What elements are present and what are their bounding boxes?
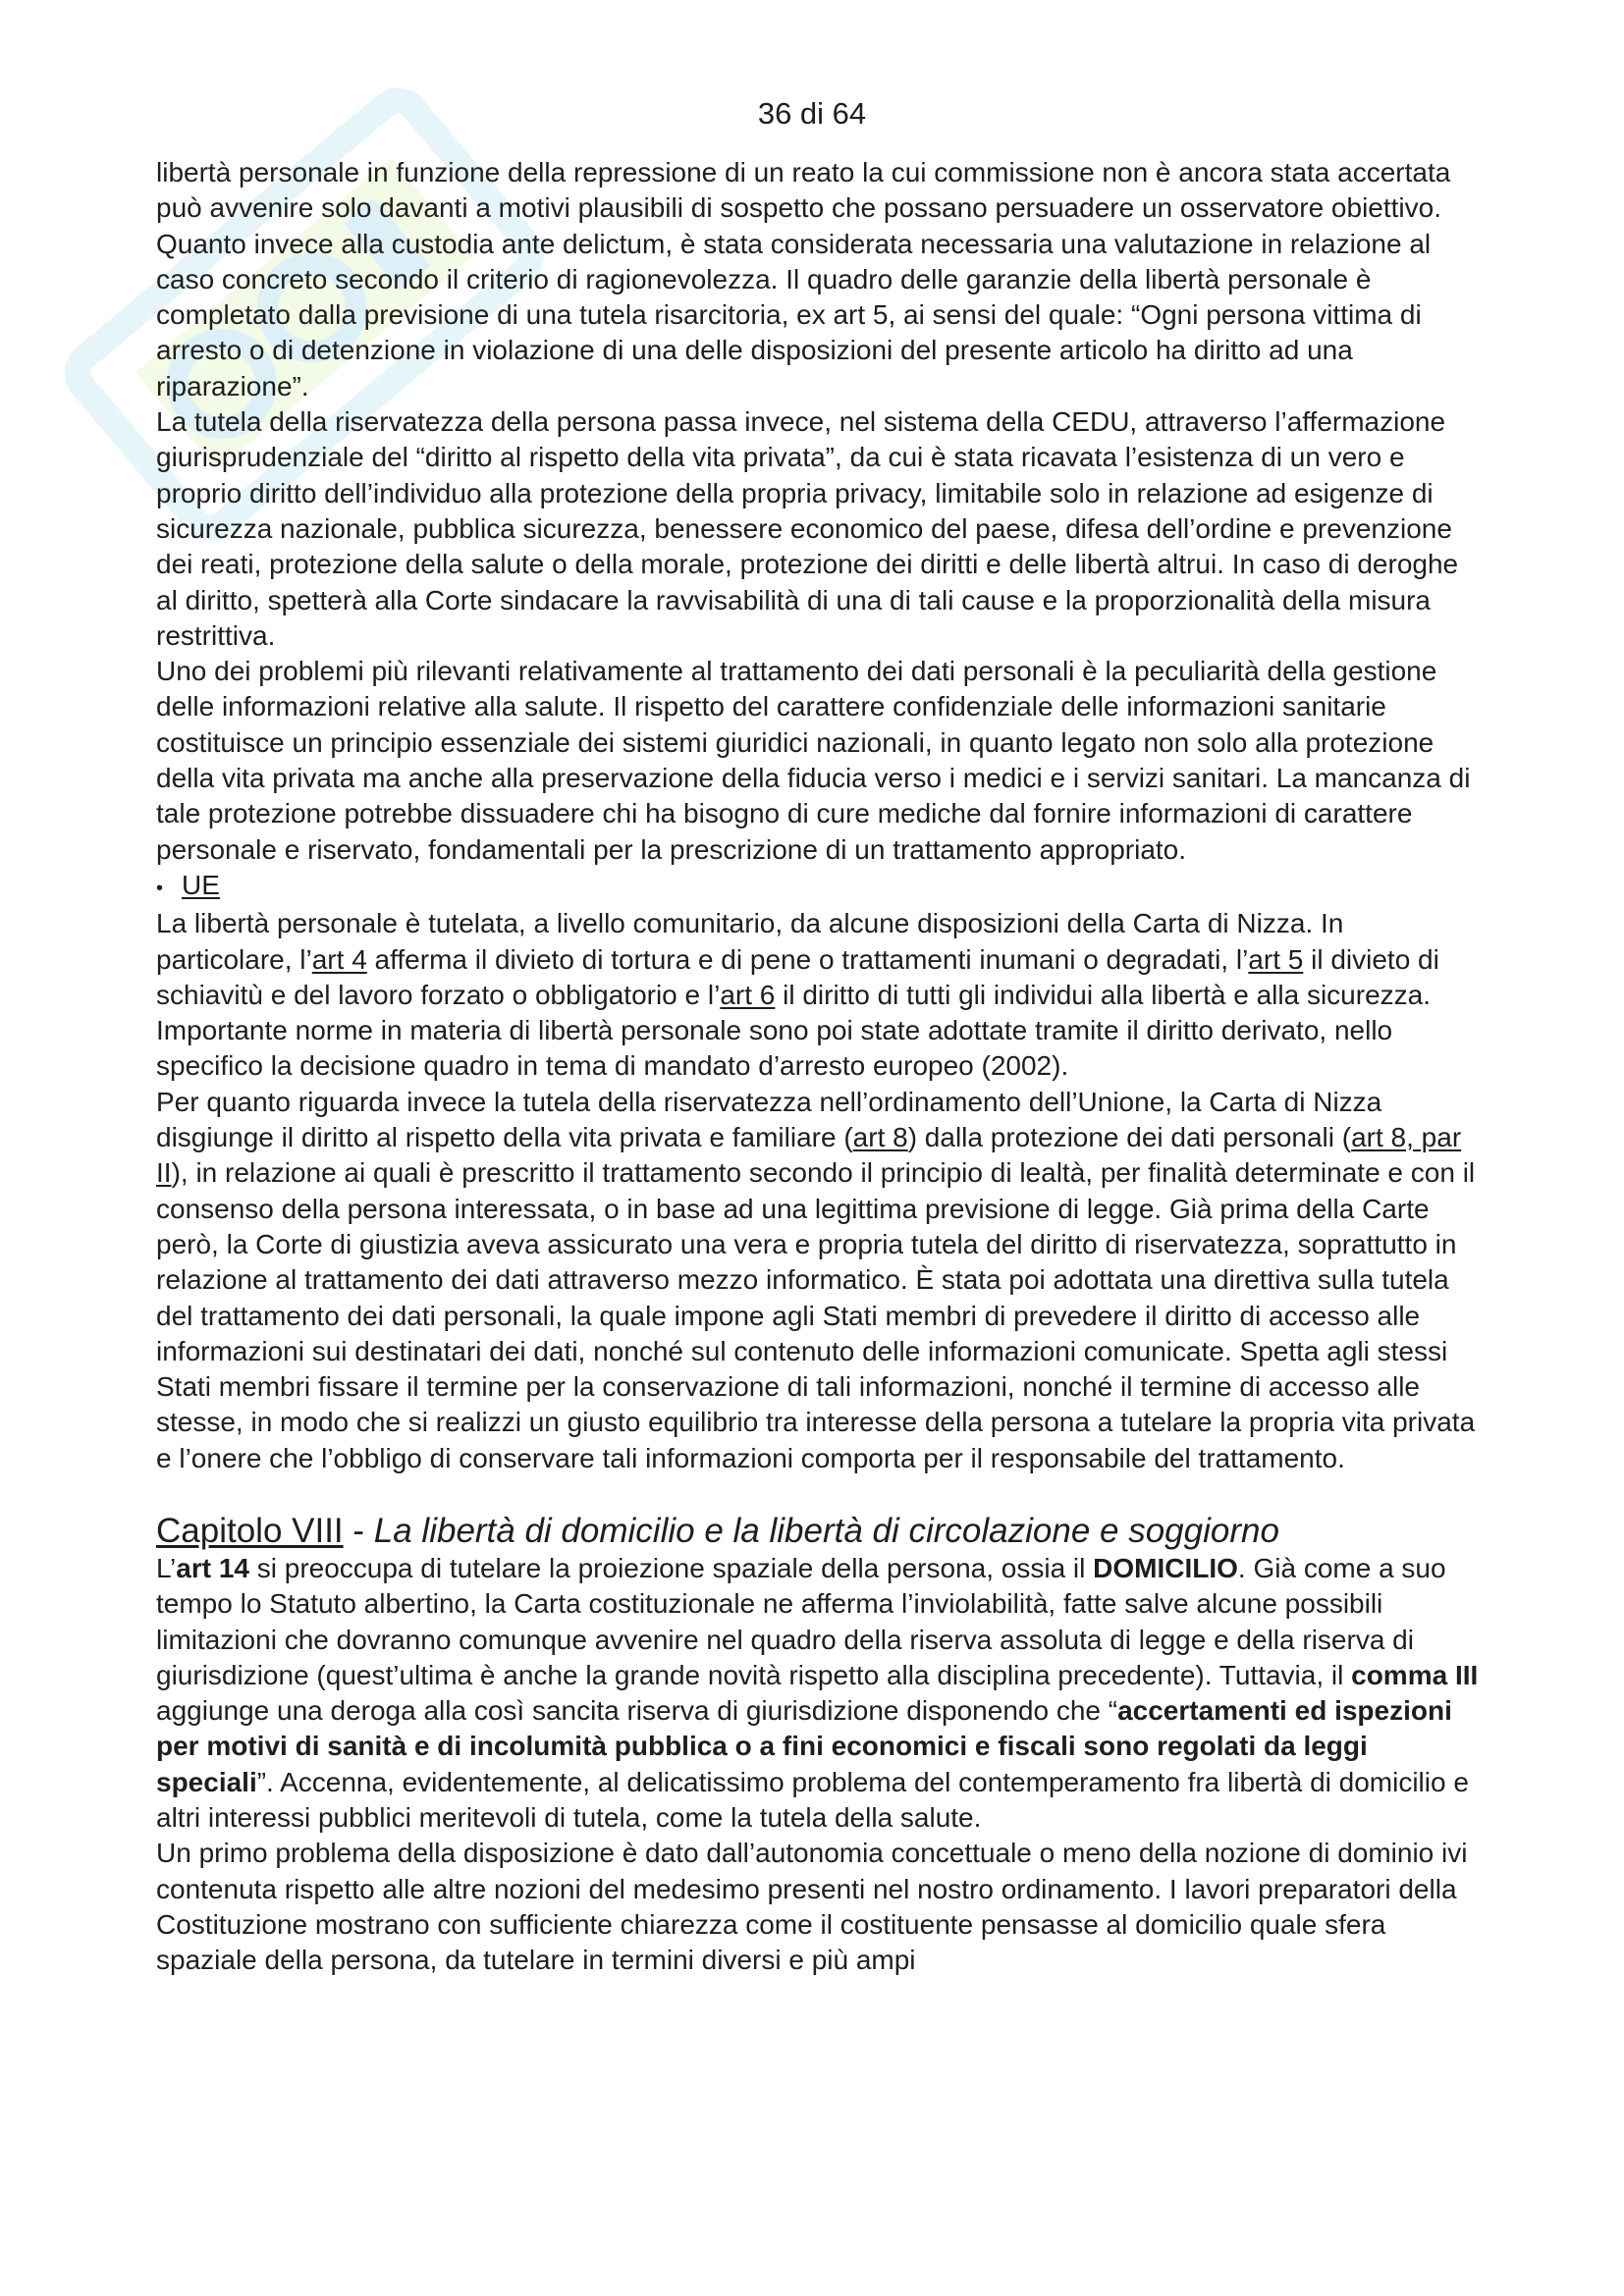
paragraph: Per quanto riguarda invece la tutela della riservatezza nell’ordinamento dell’Unione, la Carta di Nizza disgiunge il diritto al rispetto della vita privata e familiare (art 8) dalla protezione dei dati personali (art 8, par II), in relazione ai quali è prescritto il trattamento secondo il principio di lealtà, per finalità determinate e con il consenso della persona interessata, o in base ad una legittima previsione di legge. Già prima della Carte però, la Corte di giustizia aveva assicurato una vera e propria tutela del diritto di riservatezza, soprattutto in relazione al trattamento dei dati attraverso mezzo informatico. È stata poi adottata una direttiva sulla tutela del trattamento dei dati personali, la quale impone agli Stati membri di prevedere il diritto di accesso alle informazioni sui destinatari dei dati, nonché sul contenuto delle informazioni comunicate. Spetta agli stessi Stati membri fissare il termine per la conservazione di tali informazioni, nonché il termine di accesso alle stesse, in modo che si realizzi un giusto equilibrio tra interesse della persona a tutelare la propria vita privata e l’onere che l’obbligo di conservare tali informazioni comporta per il responsabile del trattamento. (156, 1086, 1476, 1473)
bullet-item (156, 868, 1484, 906)
paragraph: libertà personale in funzione della repressione di un reato la cui commissione non è ancora stata accertata può avvenire solo davanti a motivi plausibili di sospetto che possano persuadere un osservatore obiettivo. Quanto invece alla custodia ante delictum, è stata considerata necessaria una valutazione in relazione al caso concreto secondo il criterio di ragionevolezza. Il quadro delle garanzie della libertà personale è completato dalla previsione di una tutela risarcitoria, ex art 5, ai sensi del quale: “Ogni persona vittima di arresto o di detenzione in violazione di una delle disposizioni del presente articolo ha diritto ad una riparazione”. (156, 157, 1451, 401)
document-body (156, 155, 1484, 1979)
bullet-icon: • (156, 877, 164, 899)
paragraph: La libertà personale è tutelata, a livello comunitario, da alcune disposizioni della Carta di Nizza. In particolare, l’art 4 afferma il divieto di tortura e di pene o trattamenti inumani o degradati, l’art 5 il divieto di schiavitù e del lavoro forzato o obbligatorio e l’art 6 il diritto di tutti gli individui alla libertà e alla sicurezza. Importante norme in materia di libertà personale sono poi state adottate tramite il diritto derivato, nello specifico la decisione quadro in tema di mandato d’arresto europeo (2002). (156, 908, 1439, 1082)
article-link[interactable]: art 8, par II (156, 1122, 1462, 1189)
section-heading-ue: UE (182, 869, 220, 900)
article-link[interactable]: art 4 (311, 943, 367, 975)
page-number: 36 di 64 (757, 96, 867, 131)
chapter-title: La libertà di domicilio e la libertà di circolazione e soggiorno (373, 1511, 1279, 1550)
article-link[interactable]: art 8 (852, 1122, 908, 1153)
article-link[interactable]: art 5 (1248, 943, 1304, 975)
chapter-heading: Capitolo VIII - La libertà di domicilio e la libertà di circolazione e soggiorno (156, 1511, 1279, 1550)
paragraph: La tutela della riservatezza della persona passa invece, nel sistema della CEDU, attraverso l’affermazione giurisprudenziale del “diritto al rispetto della vita privata”, da cui è stata ricavata l’esistenza di un vero e proprio diritto dell’individuo alla protezione della propria privacy, limitabile solo in relazione ad esigenze di sicurezza nazionale, pubblica sicurezza, benessere economico del paese, difesa dell’ordine e prevenzione dei reati, protezione della salute o della morale, protezione dei diritti e delle libertà altrui. In caso di deroghe al diritto, spetterà alla Corte sindacare la ravvisabilità di una di tali cause e la proporzionalità della misura restrittiva. (156, 406, 1459, 651)
paragraph: L’art 14 si preoccupa di tutelare la proiezione spaziale della persona, ossia il DOMICILIO. Già come a suo tempo lo Statuto albertino, la Carta costituzionale ne afferma l’inviolabilità, fatte salve alcune possibili limitazioni che dovranno comunque avvenire nel quadro della riserva assoluta di legge e della riserva di giurisdizione (quest’ultima è anche la grande novità rispetto alla disciplina precedente). Tuttavia, il comma III aggiunge una deroga alla così sancita riserva di giurisdizione disponendo che “accertamenti ed ispezioni per motivi di sanità e di incolumità pubblica o a fini economici e fiscali sono regolati da leggi speciali”. Accenna, evidentemente, al delicatissimo problema del contemperamento fra libertà di domicilio e altri interessi pubblici meritevoli di tutela, come la tutela della salute. (156, 1552, 1479, 1834)
chapter-label: Capitolo VIII (156, 1511, 344, 1550)
paragraph: Uno dei problemi più rilevanti relativamente al trattamento dei dati personali è la peculiarità della gestione delle informazioni relative alla salute. Il rispetto del carattere confidenziale delle informazioni sanitarie costituisce un principio essenziale dei sistemi giuridici nazionali, in quanto legato non solo alla protezione della vita privata ma anche alla preservazione della fiducia verso i medici e i servizi sanitari. La mancanza di tale protezione potrebbe dissuadere chi ha bisogno di cure mediche dal fornire informazioni di carattere personale e riservato, fondamentali per la prescrizione di un trattamento appropriato. (156, 656, 1471, 865)
article-link[interactable]: art 6 (720, 979, 776, 1010)
paragraph: Un primo problema della disposizione è dato dall’autonomia concettuale o meno della nozione di dominio ivi contenuta rispetto alle altre nozioni del medesimo presenti nel nostro ordinamento. I lavori preparatori della Costituzione mostrano con sufficiente chiarezza come il costituente pensasse al domicilio quale sfera spaziale della persona, da tutelare in termini diversi e più ampi (156, 1838, 1468, 1976)
